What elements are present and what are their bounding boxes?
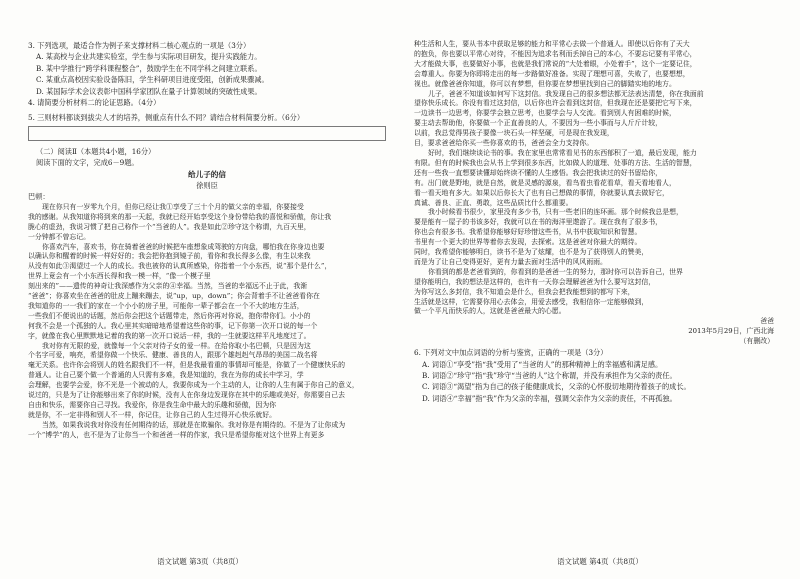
- article-line: 好时，我们继续谈论书的事。我在家里也常常看见书的东西郁积了一道，最后发现，能力: [428, 148, 697, 157]
- article-line: 现在你只有一岁零九个月，但你已经让我①享受了三十个月的做父亲的幸福，你要接受: [42, 202, 304, 211]
- article-note: （有删改）: [739, 337, 774, 346]
- section-header: （二）阅读Ⅱ（本题共4小题，16分）: [36, 146, 156, 156]
- article-line: 个名字可爱，响亮，希望你做一个快乐、健康、善良的人，跟那个雄赳赳气昂昂的美国二战名将: [28, 351, 318, 360]
- article-line: 一边读书一边思考，你要学会独立思考，也要学会与人交流。看到别人有困难的时候，: [414, 109, 676, 118]
- article-line: 的抱负，你也要以平常心对待，不能因为追求名利而丢掉自己的本心，不要忘记要有平常心，: [414, 49, 697, 58]
- article-line: 儿子，爸爸不知道该如何写下这封信。我发现自己的很多想法都无法表达清楚，你在我面前: [428, 89, 704, 98]
- article-line: 有限。但有的时候我也会从书上学到很多东西，比如做人的道理、处事的方法、生活的智慧，: [414, 158, 697, 167]
- article-body-left: [28, 203, 386, 441]
- question-3-option-d: D. 某国际学术会议表彰中国科学家团队在量子计算领域的突破性成果。: [36, 86, 262, 96]
- article-line: 真诚、善良、正直、勇敢，这些品质比什么都重要。: [414, 198, 573, 207]
- article-line: 就是你，不一定非得和别人不一样，你记住，让你自己的人生过得开心快乐就好。: [28, 410, 277, 419]
- article-line: 同时，我希望你能够明白，读书不是为了炫耀，也不是为了获得别人的赞美，: [414, 248, 649, 257]
- question-3-stem: 3. 下列选项，最适合作为例子来支撑材料二核心观点的一项是（3分）: [28, 41, 251, 50]
- article-line: 会尊重人。你要为你即将走出的每一步路做好准备。实现了理想可喜，失败了，也要想想，: [414, 69, 690, 78]
- article-line: 有。出门就是野地，就是自然，就是灵感的源泉，看鸟看虫看花看草，看天看地看人，: [414, 178, 676, 187]
- article-line: 为你写这么多封信，我不知道会是什么，但我会把我能想到的都写下来，: [414, 287, 635, 296]
- page-footer-left: 语文试题 第3页（共8页）: [157, 557, 243, 566]
- page-footer-right: 语文试题 第4页（共8页）: [557, 557, 643, 566]
- article-line: 我知道你的一一我们的家在一个小小的房子里，可能你一辈子都会在一个不大的地方生活，: [28, 301, 304, 310]
- article-line: 普通人。让自己要个做一个普通的人只需有多难，我是知道的，我在为你的成长中学习，学: [28, 371, 304, 380]
- article-line: 以前，我总觉得男孩子要像一块石头一样坚硬，可是现在我发现，: [414, 129, 614, 138]
- article-line: 要是能有一屋子的书该多好，我就可以在书的海洋里遨游了。现在我有了很多书，: [414, 218, 663, 227]
- article-line: 你看到的都是老爸看到的，你看到的是爸爸一生的努力，那时你可以告诉自己，世界: [428, 267, 683, 276]
- article-line: 世界上竟会有一个小东西长得和我一模一样，“像一个模子里: [28, 272, 211, 281]
- letter-signature: 爸爸: [760, 317, 774, 326]
- question-3-option-b: B. 某中学推行“跨学科课程整合”，鼓励学生在不同学科之间建立联系。: [36, 63, 262, 73]
- article-body-right: [414, 40, 774, 317]
- article-line: 一个“博学”的人，也不是为了让你当一个和爸爸一样的作家，我只是希望你能对这个世界上有更多: [28, 430, 325, 439]
- article-line: 望你快乐成长。你没有看过这封信，以后你也许会看到这封信，但我现在还是要把它写下来，: [414, 99, 697, 108]
- article-line: 种生活和人生，要从书本中获取足够的能力和平常心去做一个普通人。即使以后你有了天大: [414, 40, 690, 48]
- article-line: 字，就像在我心里默默地记着的我的第一次开口说话一样，我的一生就要这样平凡地度过了。: [28, 331, 311, 340]
- article-line: 我小时候看书很少，家里没有多少书，只有一些老旧的连环画。那个时候我总是想，: [428, 208, 683, 217]
- article-line: 说过的，只是为了让你能够出来了你的时候，没有人在你身边发现你在其中的乐趣或美好，你需要自己去: [28, 391, 345, 400]
- article-line: 看一看天地有多大。如果以后你长大了也有自己想做的事情，你就要认真去做好它，: [414, 188, 669, 197]
- article-line: 我的感谢。从我知道你将到来的那一天起，我就已经开始享受这个身份带给我的喜悦和骄傲，你让我: [28, 212, 332, 221]
- article-line: 望你能明白，我的想法是这样的，也许有一天你会理解爸爸为什么要写这封信，: [414, 277, 656, 286]
- article-line: 还有一些我一直想要读懂却始终读不懂的人生感悟。我会把我读过的好书留给你，: [414, 168, 663, 177]
- right-page: [400, 0, 800, 579]
- article-line: 要主动去帮助他，你要做一个正直善良的人，不要因为一些小事而与人斤斤计较，: [414, 119, 663, 128]
- article-line: 你喜欢汽车，喜欢书，你在骑着爸爸的时候把车座想象成驾驶的方向盘，哪怕我在你身边也要: [42, 242, 325, 251]
- article-line: 做一个平凡而快乐的人，这就是爸爸最大的心愿。: [414, 307, 566, 316]
- article-line: 从没有如此③渴望过一个人的成长。我也被你的认真所感染，你指着一个小东西，说“那个是什么”，: [28, 262, 332, 271]
- article-title: 给儿子的信: [188, 169, 226, 179]
- article-line: 自由和快乐，需要你自己寻找。我爱你，你是我生命中最大的乐趣和骄傲，因为你: [28, 401, 277, 409]
- question-5: 5. 三则材料都谈到拔尖人才的培养，侧重点有什么不同？请结合材料简要分析。（6分）: [28, 113, 305, 123]
- article-line: 你也会有很多书。我希望你能够好好珍惜这些书，从书中获取知识和智慧。: [414, 228, 642, 237]
- article-line: 目，要求爸爸给你买一些你喜欢的书，爸爸会全力支持你。: [414, 139, 594, 148]
- question-6-option-a: A. 词语①“享受”指“我”受用了“当爸的人”的那种精神上的幸福感和满足感。: [422, 359, 663, 369]
- article-line: 刻出来的”——遗传的神奇让我深感作为父亲的④幸福。当然，当爸的幸福远不止于此，我渐: [28, 282, 308, 291]
- article-line: 以确认你和醒着的时候一样好好的；我会把你抱到镜子前，看你和我长得多么像，有生以来我: [28, 252, 311, 261]
- question-3-option-a: A. 某高校与企业共建实验室，学生参与实际项目研发，提升实践能力。: [36, 52, 262, 62]
- article-line: 视也。就像爸爸你知道，你可以有梦想，但你要在梦想里找到自己的脚踏实地的地方。: [414, 79, 676, 88]
- question-6-option-d: D. 词语④“幸福”指“我”作为父亲的幸福，强调父亲作为父亲的责任，不再孤独。: [422, 393, 677, 403]
- article-author: 徐则臣: [196, 181, 218, 191]
- article-line: 毫无关系。也许你会将别人的姓名跟我们不一样，但是我最看重的事情却可能是，你做了一个健康快乐的: [28, 361, 345, 370]
- article-salutation: 巴顿：: [28, 192, 50, 202]
- article-line: 脆心的虚劲，我说习惯了把自己称作一个“当爸的人”。我是如此②珍守这个称谓，九百天里，: [28, 222, 311, 231]
- article-line: 何我不会是一个孤独的人。我心里其实暗暗地希望着这些你的事，记下你第一次开口说的每一个: [28, 321, 318, 330]
- question-6-stem: 6. 下列对文中加点词语的分析与鉴赏，正确的一项是（3分）: [414, 348, 608, 358]
- article-line: 而是为了让自己变得更好，更有力量去面对生活中的风风雨雨。: [414, 257, 607, 266]
- article-line: 大才能做大事，也要做好小事，也就是我们常说的“大处着眼，小处着手”，这个一定要记住，: [414, 59, 697, 68]
- article-line: 一些我们不便说出的话题，然后你会把这个话题带走，然后你再对你说，抱你带你们。小小的: [28, 311, 311, 320]
- article-line: “爸爸”；你喜欢坐在爸爸的肚皮上蹦来蹦去，说“up，up，down”；你会背着手不让爸爸看你在: [28, 292, 320, 301]
- question-6-option-b: B. 词语②“珍守”指“我”珍守“当爸的人”这个称谓，并没有承担作为父亲的责任。: [422, 370, 677, 380]
- article-line: 书里有一个更大的世界等着你去发现，去探索。这是爸爸对你最大的期待。: [414, 238, 642, 247]
- article-line: 一分钟都不曾忘记。: [28, 232, 91, 241]
- section-instruction: 阅读下面的文字，完成6－9题。: [36, 158, 139, 168]
- question-6-option-c: C. 词语③“渴望”指为自己的孩子能健康成长，父亲的心怀殷切地期待着孩子的成长。: [422, 382, 691, 392]
- question-4: 4. 请简要分析材料二的论证思路。（4分）: [28, 98, 161, 108]
- article-line: 我对你有无限的爱，就像每一个父亲对待子女的爱一样。在给你取小名巴顿，只是因为这: [42, 341, 311, 350]
- article-line: 生活就是这样，它需要你用心去体会，用爱去感受，我相信你一定能够做到，: [414, 297, 649, 306]
- article-line: 会理解，也要学会爱，你不光是一个被动的人，我要你成为一个主动的人，让你的人生有属于你自己的意义，: [28, 381, 359, 390]
- letter-date: 2013年5月29日，广西北海: [688, 327, 774, 336]
- article-line: 当然，如果我说我对你没有任何期待的话，那就是在欺骗你。我对你是有期待的。不是为了让你成为: [42, 420, 346, 429]
- question-3-option-c: C. 某重点高校因实验设备陈旧，学生科研项目进度受阻，创新成果骤减。: [36, 75, 269, 85]
- answer-box: [28, 126, 386, 141]
